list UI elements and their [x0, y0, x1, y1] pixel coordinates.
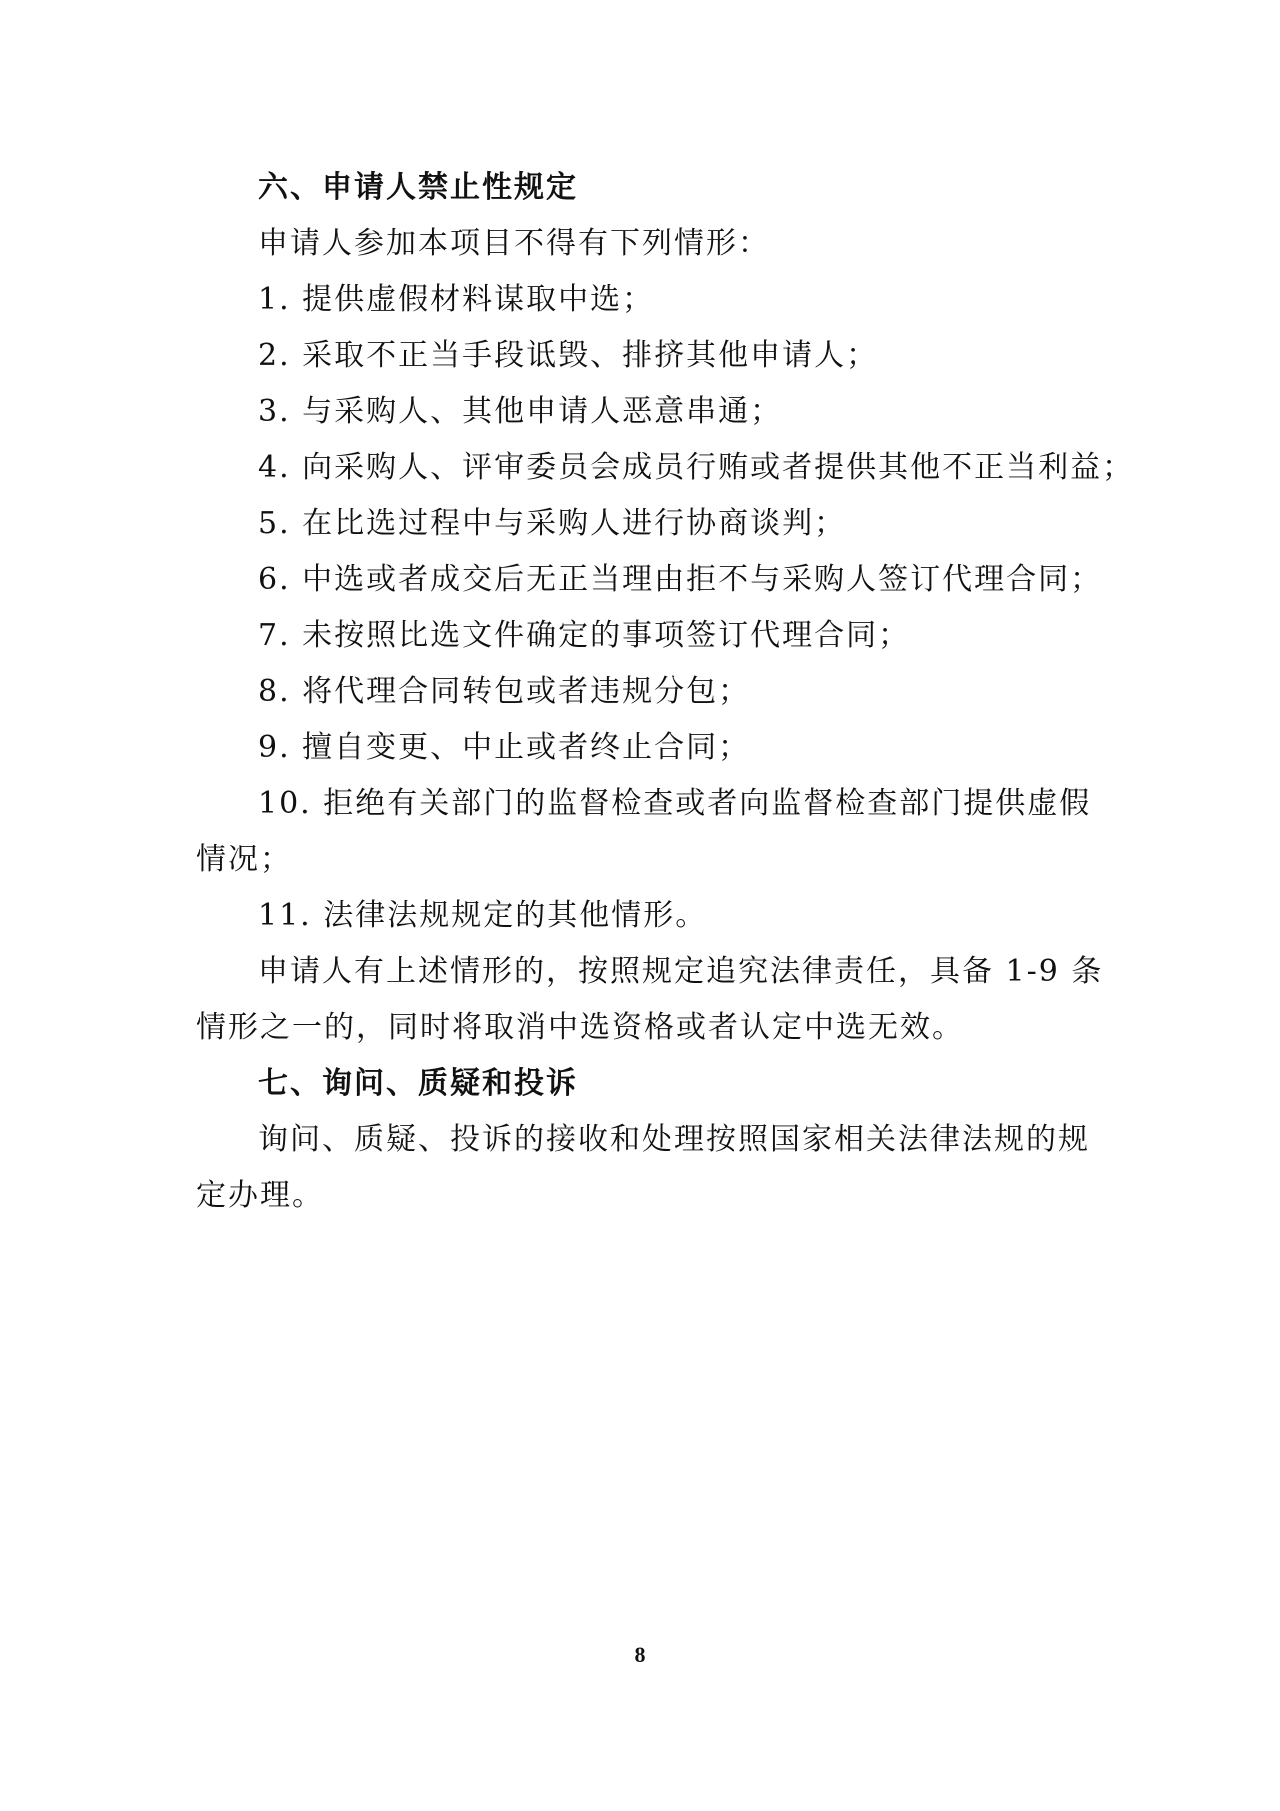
prohibition-item-6: 6. 中选或者成交后无正当理由拒不与采购人签订代理合同；	[258, 562, 1103, 597]
prohibition-item-10: 10. 拒绝有关部门的监督检查或者向监督检查部门提供虚假	[258, 786, 1092, 821]
section-heading-prohibitions: 六、申请人禁止性规定	[258, 170, 578, 205]
prohibition-item-10-continued: 情况；	[196, 842, 292, 877]
inquiry-paragraph-continued: 定办理。	[196, 1178, 324, 1213]
prohibition-item-1: 1. 提供虚假材料谋取中选；	[258, 282, 655, 317]
document-body	[196, 160, 1135, 1224]
prohibition-item-9: 9. 擅自变更、中止或者终止合同；	[258, 730, 751, 765]
prohibition-item-7: 7. 未按照比选文件确定的事项签订代理合同；	[258, 618, 911, 653]
section-heading-inquiries: 七、询问、质疑和投诉	[258, 1066, 578, 1101]
prohibition-item-11: 11. 法律法规规定的其他情形。	[258, 898, 708, 933]
inquiry-paragraph: 询问、质疑、投诉的接收和处理按照国家相关法律法规的规	[258, 1122, 1090, 1157]
prohibition-item-2: 2. 采取不正当手段诋毁、排挤其他申请人；	[258, 338, 879, 373]
page-number: 8	[634, 1642, 646, 1667]
prohibition-item-8: 8. 将代理合同转包或者违规分包；	[258, 674, 751, 709]
prohibition-item-5: 5. 在比选过程中与采购人进行协商谈判；	[258, 506, 847, 541]
liability-paragraph: 申请人有上述情形的，按照规定追究法律责任，具备 1-9 条	[258, 954, 1104, 989]
prohibition-item-4: 4. 向采购人、评审委员会成员行贿或者提供其他不正当利益；	[258, 450, 1135, 485]
prohibition-item-3: 3. 与采购人、其他申请人恶意串通；	[258, 394, 783, 429]
liability-paragraph-continued: 情形之一的，同时将取消中选资格或者认定中选无效。	[196, 1010, 964, 1045]
section-intro-paragraph: 申请人参加本项目不得有下列情形：	[258, 226, 770, 261]
